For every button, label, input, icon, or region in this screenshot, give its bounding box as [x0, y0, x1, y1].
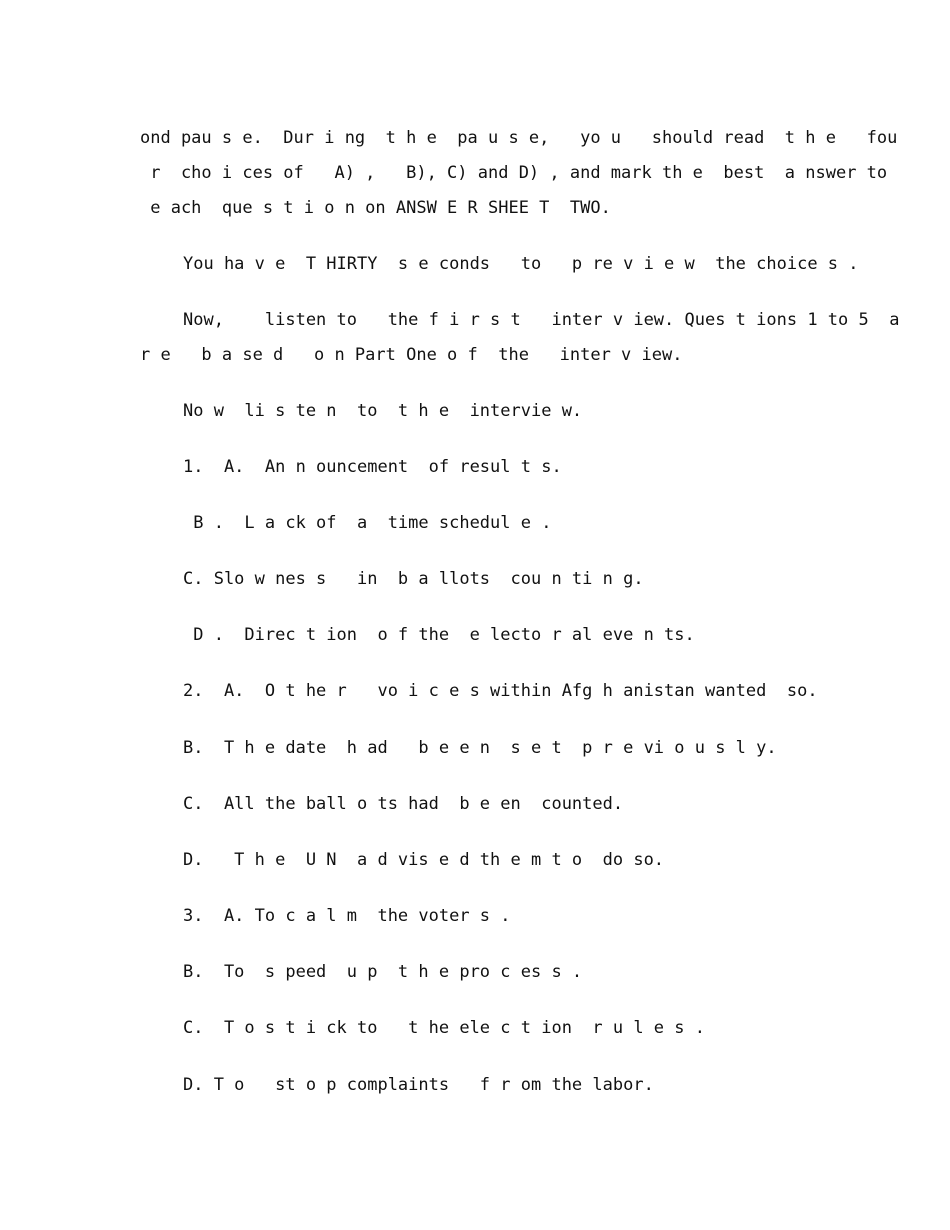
- q2-option-d: D. T h e U N a d vis e d th e m t o do so.: [183, 850, 665, 870]
- q2-option-c: C. All the ball o ts had b e en counted.: [183, 794, 624, 814]
- q2-option-a: 2. A. O t he r vo i c e s within Afg h anistan wanted so.: [183, 681, 818, 701]
- q1-option-d: D . Direc t ion o f the e lecto r al eve n ts.: [183, 625, 695, 645]
- interview-instruction-line-2: r e b a se d o n Part One o f the inter v iew.: [140, 345, 683, 365]
- preview-instruction: You ha v e T HIRTY s e conds to p re v i e w the choice s .: [183, 254, 859, 274]
- paragraph-line-3: e ach que s t i o n on ANSW E R SHEE T TWO.: [140, 198, 611, 218]
- q1-option-b: B . L a ck of a time schedul e .: [183, 513, 552, 533]
- q3-option-a: 3. A. To c a l m the voter s .: [183, 906, 511, 926]
- q2-option-b: B. T h e date h ad b e e n s e t p r e vi o u s l y.: [183, 738, 777, 758]
- paragraph-line-2: r cho i ces of A) , B), C) and D) , and mark th e best a nswer to: [140, 163, 888, 183]
- paragraph-line-1: ond pau s e. Dur i ng t h e pa u s e, yo u should read t h e fou: [140, 128, 898, 148]
- q3-option-c: C. T o s t i ck to t he ele c t ion r u l e s .: [183, 1018, 705, 1038]
- q3-option-b: B. To s peed u p t h e pro c es s .: [183, 962, 583, 982]
- interview-instruction-line-1: Now, listen to the f i r s t inter v iew. Ques t ions 1 to 5 a: [183, 310, 900, 330]
- q1-option-c: C. Slo w nes s in b a llots cou n ti n g.: [183, 569, 644, 589]
- listen-instruction: No w li s te n to t h e intervie w.: [183, 401, 583, 421]
- q1-option-a: 1. A. An n ouncement of resul t s.: [183, 457, 562, 477]
- q3-option-d: D. T o st o p complaints f r om the labor.: [183, 1075, 654, 1095]
